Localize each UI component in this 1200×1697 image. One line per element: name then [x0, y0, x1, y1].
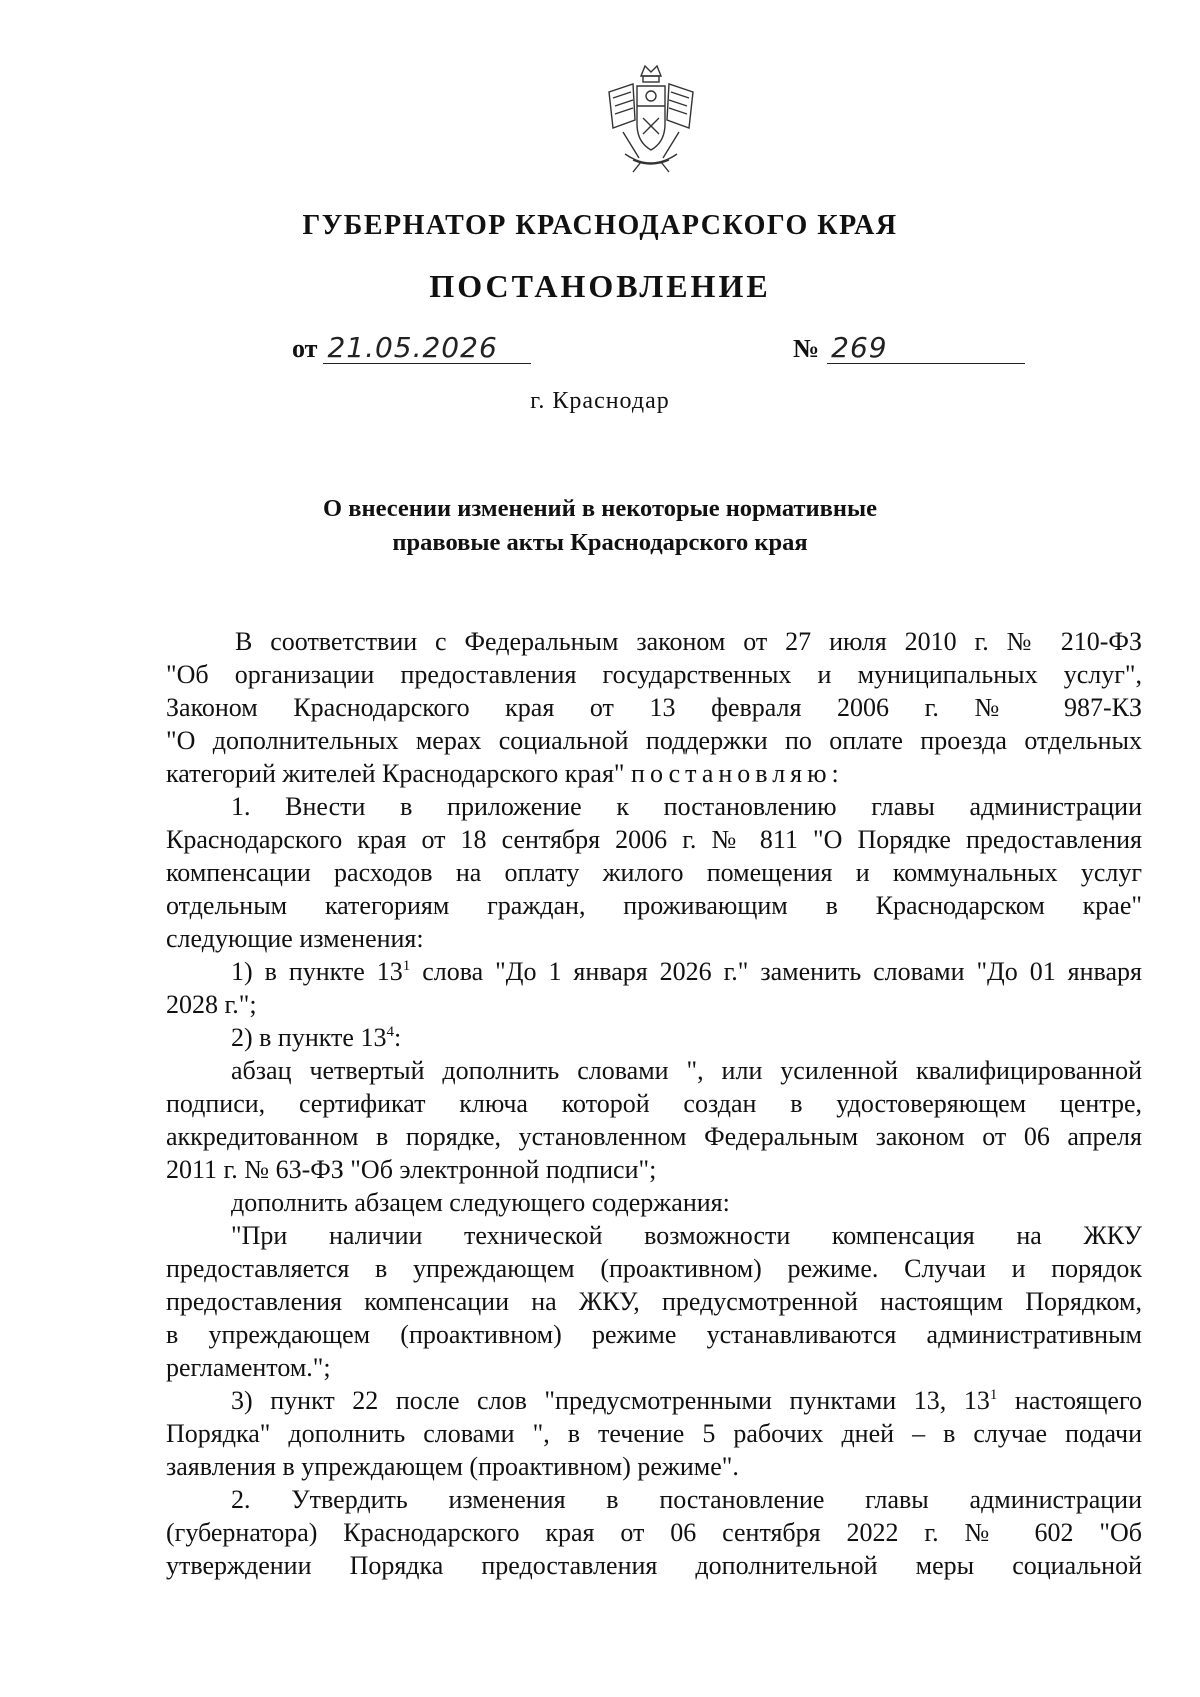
body-text: 1) в пункте 13: [231, 957, 403, 986]
body-line: 2028 г.";: [166, 990, 257, 1019]
body-text: категорий жителей Краснодарского края": [166, 759, 625, 788]
body-text: :: [393, 1023, 402, 1052]
body-line: 2. Утвердить изменения в постановление главы администрации: [231, 1485, 1142, 1514]
body-line: отдельным категориям граждан, проживающим в Краснодарском крае": [166, 891, 1142, 920]
body-line: В соответствии с Федеральным законом от 27 июля 2010 г. № 210-ФЗ: [235, 627, 1142, 656]
superscript: 1: [989, 1387, 998, 1403]
body-line: дополнить абзацем следующего содержания:: [231, 1188, 730, 1217]
body-line: [166, 1021, 1142, 1054]
body-line: предоставления компенсации на ЖКУ, предусмотренной настоящим Порядком,: [166, 1287, 1142, 1316]
body-line: Порядка" дополнить словами ", в течение 5 рабочих дней – в случае подачи: [166, 1419, 1142, 1448]
body-line: аккредитованном в порядке, установленном Федеральным законом от 06 апреля: [166, 1122, 1142, 1151]
title-line: правовые акты Краснодарского края: [392, 529, 808, 556]
body-text: настоящего: [997, 1386, 1142, 1415]
body-line: Законом Краснодарского края от 13 февраля 2006 г. № 987-КЗ: [166, 693, 1142, 722]
title-line: О внесении изменений в некоторые нормативные: [323, 495, 877, 522]
body-line: подписи, сертификат ключа которой создан в удостоверяющем центре,: [166, 1089, 1142, 1118]
body-line: [166, 757, 1142, 790]
body-line: в упреждающем (проактивном) режиме устанавливаются административным: [166, 1320, 1142, 1349]
body-line: регламентом.";: [166, 1353, 331, 1382]
body-line: предоставляется в упреждающем (проактивном) режиме. Случаи и порядок: [166, 1254, 1142, 1283]
body-line: следующие изменения:: [166, 924, 424, 953]
city: г. Краснодар: [530, 388, 670, 414]
body-line: "О дополнительных мерах социальной поддержки по оплате проезда отдельных: [166, 726, 1142, 755]
body-line: утверждении Порядка предоставления дополнительной меры социальной: [166, 1551, 1142, 1580]
spaced-word: постановляю:: [631, 759, 844, 788]
issuing-authority: ГУБЕРНАТОР КРАСНОДАРСКОГО КРАЯ: [302, 210, 898, 241]
document-body: [166, 625, 1142, 1582]
handwritten-number: 269: [827, 333, 1025, 364]
date-line: [292, 333, 531, 364]
handwritten-date: 21.05.2026: [323, 333, 531, 364]
body-line: компенсации расходов на оплату жилого помещения и коммунальных услуг: [166, 858, 1142, 887]
body-line: [166, 955, 1142, 988]
body-line: абзац четвертый дополнить словами ", или усиленной квалифицированной: [231, 1056, 1142, 1085]
body-line: "При наличии технической возможности компенсация на ЖКУ: [231, 1221, 1142, 1250]
document-type: ПОСТАНОВЛЕНИЕ: [429, 268, 771, 304]
body-line: [166, 1384, 1142, 1417]
body-line: 2011 г. № 63-ФЗ "Об электронной подписи";: [166, 1155, 657, 1184]
number-label: №: [793, 334, 820, 363]
body-line: (губернатора) Краснодарского края от 06 сентября 2022 г. № 602 "Об: [166, 1518, 1142, 1547]
body-line: Краснодарского края от 18 сентября 2006 г. № 811 "О Порядке предоставления: [166, 825, 1142, 854]
body-text: слова "До 1 января 2026 г." заменить словами "До 01 января: [410, 957, 1142, 986]
body-text: 2) в пункте 13: [231, 1023, 387, 1052]
superscript: 1: [402, 958, 411, 974]
body-line: 1. Внести в приложение к постановлению главы администрации: [231, 792, 1142, 821]
superscript: 4: [386, 1024, 394, 1040]
document-title: [0, 492, 1200, 560]
body-text: 3) пункт 22 после слов "предусмотренными пунктами 13, 13: [231, 1386, 990, 1415]
body-line: "Об организации предоставления государственных и муниципальных услуг",: [166, 660, 1142, 689]
body-line: заявления в упреждающем (проактивном) режиме".: [166, 1452, 739, 1481]
date-label: от: [292, 334, 318, 363]
number-line: [793, 333, 1025, 364]
coat-of-arms-icon: [603, 62, 699, 174]
